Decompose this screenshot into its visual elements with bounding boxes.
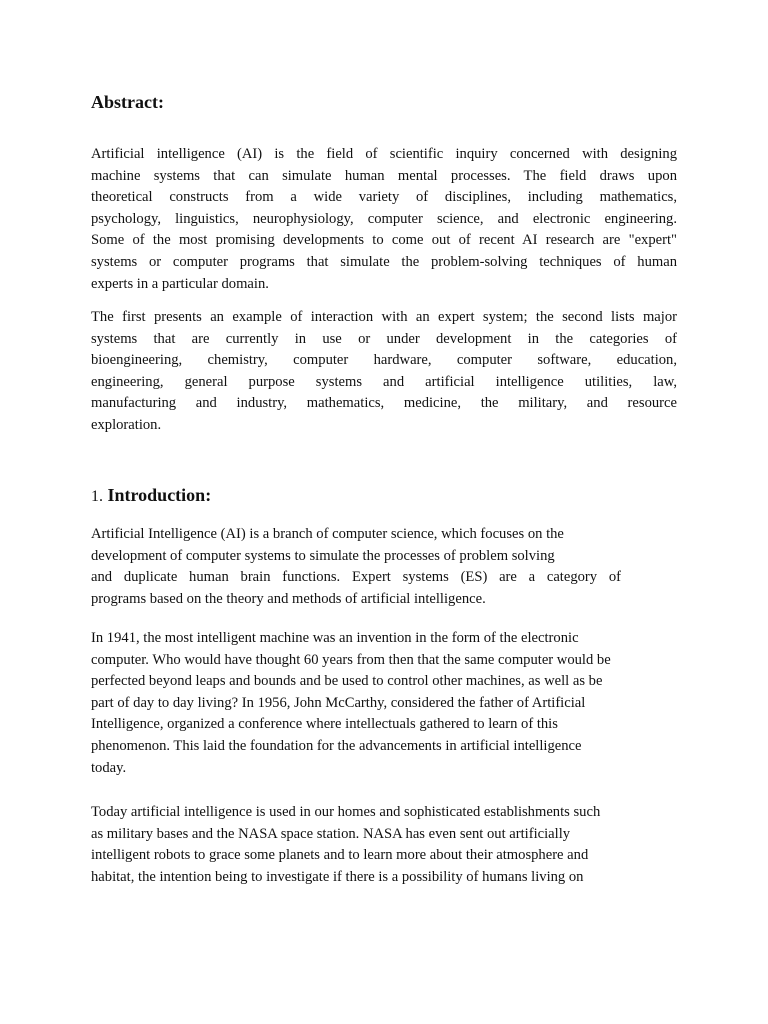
text-line: and duplicate human brain functions. Expert systems (ES) are a category of (91, 569, 621, 586)
text-line: perfected beyond leaps and bounds and be used to control other machines, as well as be (91, 673, 603, 690)
section-number: 1. (91, 488, 103, 505)
abstract-heading: Abstract: (91, 92, 164, 112)
text-line: machine systems that can simulate human mental processes. The field draws upon (91, 167, 677, 184)
text-line: intelligent robots to grace some planets and to learn more about their atmosphere and (91, 847, 589, 864)
text-line: manufacturing and industry, mathematics, medicine, the military, and resource (91, 395, 677, 412)
text-line: Intelligence, organized a conference where intellectuals gathered to learn of this (91, 716, 558, 733)
text-line: systems that are currently in use or under development in the categories of (91, 330, 677, 347)
text-line: exploration. (91, 416, 162, 433)
text-line: as military bases and the NASA space station. NASA has even sent out artificially (91, 825, 571, 842)
text-line: theoretical constructs from a wide variety of disciplines, including mathematics, (91, 189, 677, 206)
text-line: programs based on the theory and methods of artificial intelligence. (91, 590, 486, 607)
introduction-heading (91, 484, 211, 508)
introduction-paragraph-3 (91, 802, 681, 888)
text-line: engineering, general purpose systems and artificial intelligence utilities, law, (91, 373, 677, 390)
text-line: today. (91, 759, 127, 776)
text-line: The first presents an example of interaction with an expert system; the second lists major (91, 309, 677, 325)
text-line: Today artificial intelligence is used in our homes and sophisticated establishments such (91, 804, 601, 820)
text-line: systems or computer programs that simulate the problem-solving techniques of human (91, 253, 677, 270)
text-line: experts in a particular domain. (91, 275, 269, 292)
text-line: bioengineering, chemistry, computer hardware, computer software, education, (91, 352, 677, 369)
text-line: part of day to day living? In 1956, John McCarthy, considered the father of Artificial (91, 694, 586, 711)
text-line: phenomenon. This laid the foundation for the advancements in artificial intelligence (91, 737, 582, 754)
section-title: Introduction: (107, 485, 212, 505)
text-line: development of computer systems to simulate the processes of problem solving (91, 547, 555, 564)
text-line: Artificial Intelligence (AI) is a branch of computer science, which focuses on the (91, 526, 564, 542)
abstract-paragraph-2 (91, 307, 677, 437)
text-line: In 1941, the most intelligent machine was an invention in the form of the electronic (91, 630, 579, 646)
introduction-paragraph-1 (91, 524, 681, 610)
text-line: Artificial intelligence (AI) is the field of scientific inquiry concerned with designing (91, 146, 677, 162)
text-line: Some of the most promising developments to come out of recent AI research are "expert" (91, 232, 677, 249)
text-line: psychology, linguistics, neurophysiology, computer science, and electronic engineering. (91, 210, 677, 227)
abstract-paragraph-1 (91, 144, 677, 295)
text-line: computer. Who would have thought 60 years from then that the same computer would be (91, 651, 611, 668)
introduction-paragraph-2 (91, 628, 681, 779)
text-line: habitat, the intention being to investigate if there is a possibility of humans living on (91, 868, 584, 885)
